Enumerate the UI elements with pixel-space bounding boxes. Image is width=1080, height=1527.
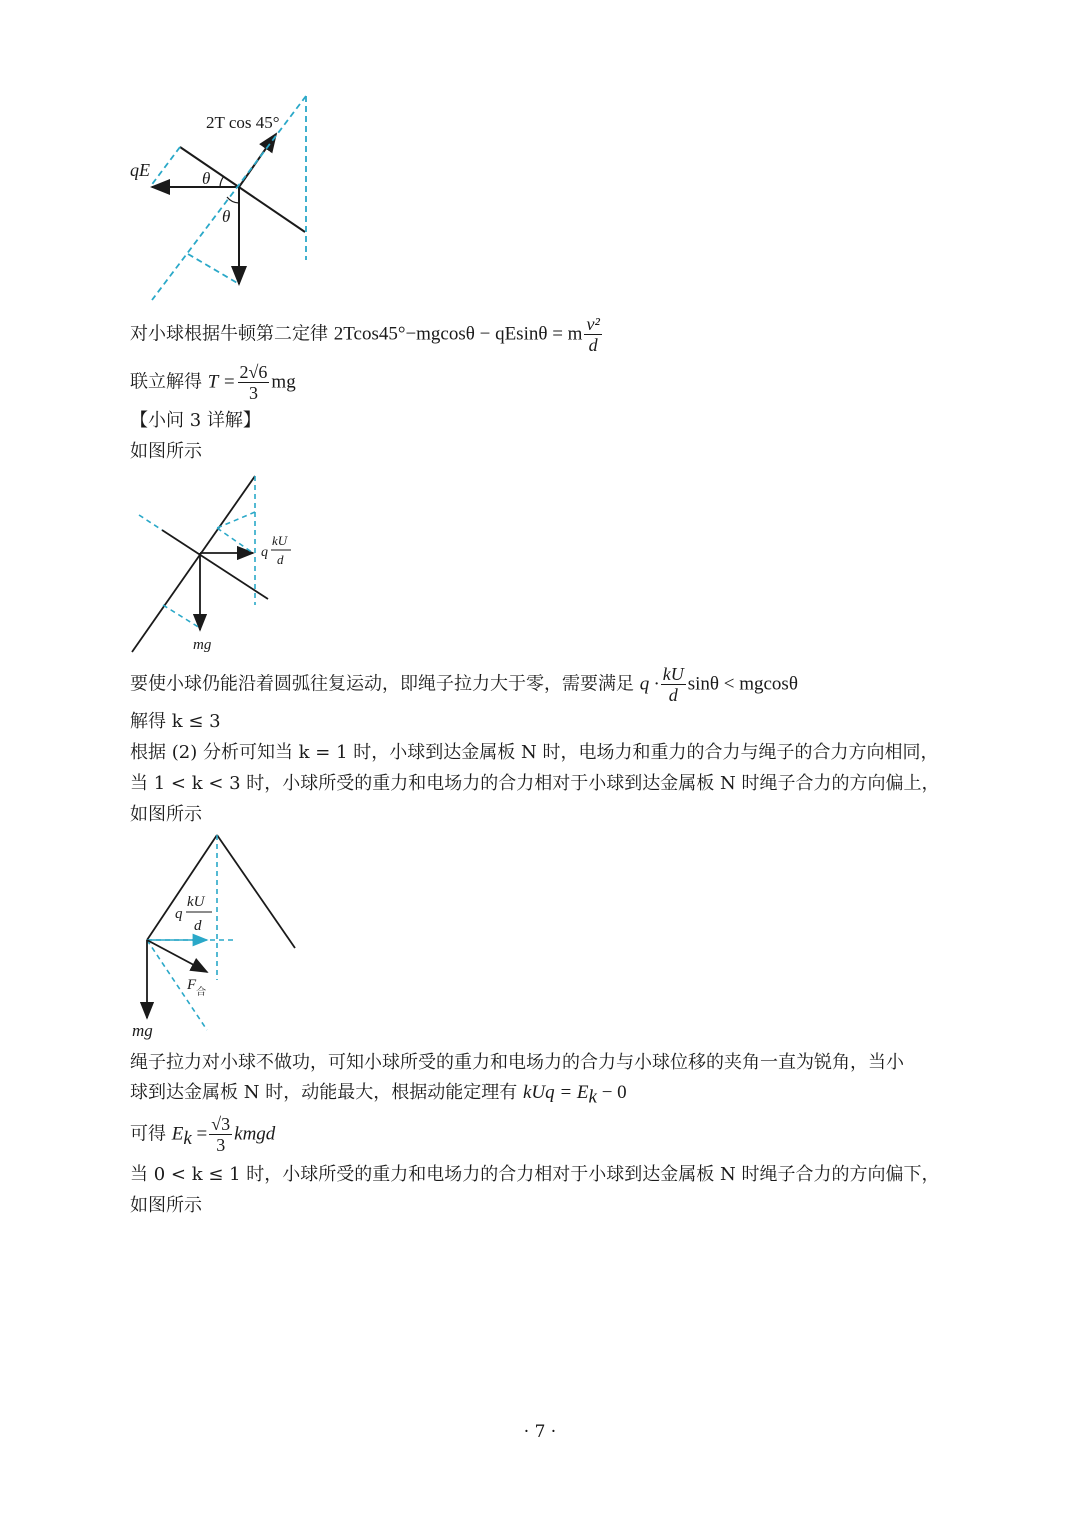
- label-q: q: [175, 906, 183, 922]
- label-f-combined: $F_合$: [187, 977, 207, 998]
- text-as-shown-1: 如图所示: [130, 441, 202, 462]
- fraction-2sqrt6-3: $\frac{2√6}{3}$: [239, 362, 268, 403]
- label-theta-lower: θ: [222, 207, 231, 226]
- fraction-v2-d: $\frac{\text{v²}}{d}$: [586, 314, 600, 355]
- label-d: d: [277, 552, 284, 567]
- label-d: d: [194, 918, 202, 934]
- fraction-sqrt3-3: $\frac{√3}{3}$: [211, 1114, 231, 1155]
- text-line-newton: 对小球根据牛顿第二定律 2Tcos45°−mgcosθ − qEsinθ = m $\frac{\text{v²}}{d}$: [130, 314, 600, 355]
- text-as-shown-2: 如图所示: [130, 804, 202, 825]
- text-line-condition: 要使小球仍能沿着圆弧往复运动，即绳子拉力大于零，需要满足 q · $\frac{kU}{d}$ sinθ < mgcosθ: [130, 664, 798, 705]
- label-ku: kU: [272, 533, 288, 548]
- text-analysis-k1: 根据 (2) 分析可知当 k = 1 时，小球到达金属板 N 时，电场力和重力的合力与绳子的合力方向相同，: [130, 742, 939, 763]
- force-diagram-2: [125, 472, 305, 657]
- label-2tcos45: 2T cos 45°: [206, 113, 280, 132]
- label-mg: mg: [193, 637, 212, 653]
- text-line-energy: 球到达金属板 N 时，动能最大，根据动能定理有 kUq = $E_k - 0$: [130, 1082, 627, 1108]
- text-as-shown-3: 如图所示: [130, 1195, 202, 1216]
- text-solve-k: 解得 k ≤ 3: [130, 711, 221, 732]
- label-mg: mg: [132, 1021, 153, 1040]
- text-line-ek: 可得 $E_k$ = $\frac{√3}{3}$ kmgd: [130, 1114, 276, 1155]
- fraction-ku-d: $\frac{kU}{d}$: [662, 664, 684, 705]
- force-diagram-1: [120, 92, 320, 312]
- text-analysis-k0-1: 当 0 < k ≤ 1 时，小球所受的重力和电场力的合力相对于小球到达金属板 N 时绳子合力的方向偏下，: [130, 1164, 940, 1185]
- text-line-solve-t: 联立解得 T = $\frac{2√6}{3}$ mg: [130, 362, 296, 403]
- label-theta-upper: θ: [202, 169, 211, 188]
- text-work-zero: 绳子拉力对小球不做功，可知小球所受的重力和电场力的合力与小球位移的夹角一直为锐角，当小: [130, 1052, 904, 1073]
- force-diagram-3: [125, 830, 305, 1040]
- section-heading-q3: 【小问 3 详解】: [130, 410, 261, 431]
- label-q: q: [261, 545, 268, 560]
- label-ku: kU: [187, 894, 205, 910]
- text-analysis-k1-3: 当 1 < k < 3 时，小球所受的重力和电场力的合力相对于小球到达金属板 N 时绳子合力的方向偏上，: [130, 773, 940, 794]
- label-qe: qE: [130, 160, 150, 180]
- equation-newton: 2Tcos45°−mgcosθ − qEsinθ = m: [333, 323, 583, 345]
- page-number: · 7 ·: [523, 1422, 557, 1442]
